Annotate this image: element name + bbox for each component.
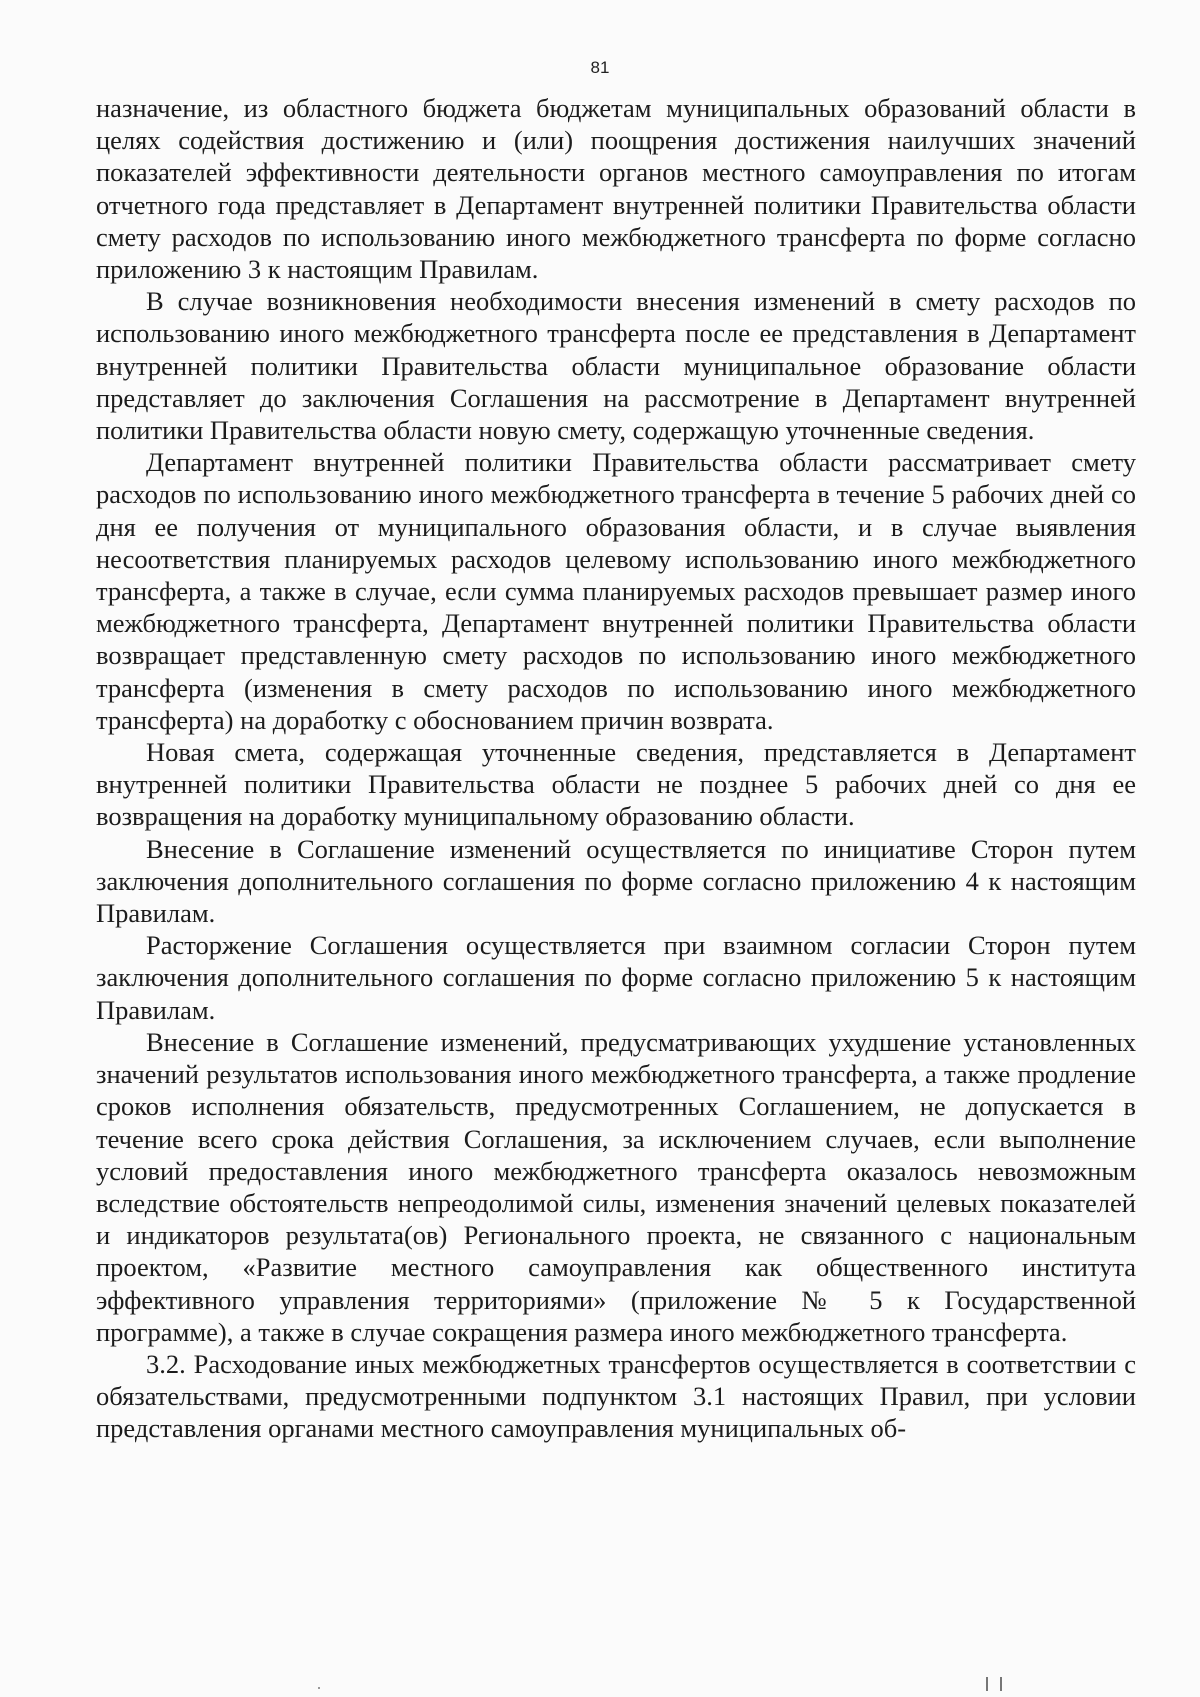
paragraph: Внесение в Соглашение изменений, предусматривающих ухудшение установленных значений результатов использования иного межбюджетного трансферта, а также продление сроков исполнения обязательств, предусмотренных Соглашением, не допускается в течение всего срока действия Соглашения, за исключением случаев, если выполнение условий предоставления иного межбюджетного трансферта оказалось невозможным вследствие обстоятельств непреодолимой силы, изменения значений целевых показателей и индикаторов результата(ов) Регионального проекта, не связанного с национальным проектом, «Развитие местного самоуправления как общественного института эффективного управления территориями» (приложение № 5 к Государственной программе), а также в случае сокращения размера иного межбюджетного трансферта. <box>96 1026 1136 1347</box>
page-number: 81 <box>590 58 610 77</box>
document-body <box>96 92 1136 1445</box>
paragraph: Департамент внутренней политики Правительства области рассматривает смету расходов по использованию иного межбюджетного трансферта в течение 5 рабочих дней со дня ее получения от муниципального образования области, и в случае выявления несоответствия планируемых расходов целевому использованию иного межбюджетного трансферта, а также в случае, если сумма планируемых расходов превышает размер иного межбюджетного трансферта, Департамент внутренней политики Правительства области возвращает представленную смету расходов по использованию иного межбюджетного трансферта (изменения в смету расходов по использованию иного межбюджетного трансферта) на доработку с обоснованием причин возврата. <box>96 447 1136 735</box>
paragraph: Новая смета, содержащая уточненные сведения, представляется в Департамент внутренней политики Правительства области не позднее 5 рабочих дней со дня ее возвращения на доработку муниципальному образованию области. <box>96 737 1136 832</box>
paragraph-section-3-2: 3.2. Расходование иных межбюджетных трансфертов осуществляется в соответствии с обязательствами, предусмотренными подпунктом 3.1 настоящих Правил, при условии представления органами местного самоуправления муниципальных об- <box>96 1348 1136 1444</box>
paragraph: Внесение в Соглашение изменений осуществляется по инициативе Сторон путем заключения дополнительного соглашения по форме согласно приложению 4 к настоящим Правилам. <box>96 833 1136 929</box>
scan-artifact <box>318 1687 320 1689</box>
scan-artifact-mark <box>986 1677 1002 1691</box>
paragraph-continuation: назначение, из областного бюджета бюджетам муниципальных образований области в целях содействия достижению и (или) поощрения достижения наилучших значений показателей эффективности деятельности органов местного самоуправления по итогам отчетного года представляет в Департамент внутренней политики Правительства области смету расходов по использованию иного межбюджетного трансферта по форме согласно приложению 3 к настоящим Правилам. <box>96 93 1136 285</box>
paragraph: В случае возникновения необходимости внесения изменений в смету расходов по использованию иного межбюджетного трансферта после ее представления в Департамент внутренней политики Правительства области муниципальное образование области представляет до заключения Соглашения на рассмотрение в Департамент внутренней политики Правительства области новую смету, содержащую уточненные сведения. <box>96 286 1136 446</box>
paragraph: Расторжение Соглашения осуществляется при взаимном согласии Сторон путем заключения дополнительного соглашения по форме согласно приложению 5 к настоящим Правилам. <box>96 930 1136 1025</box>
